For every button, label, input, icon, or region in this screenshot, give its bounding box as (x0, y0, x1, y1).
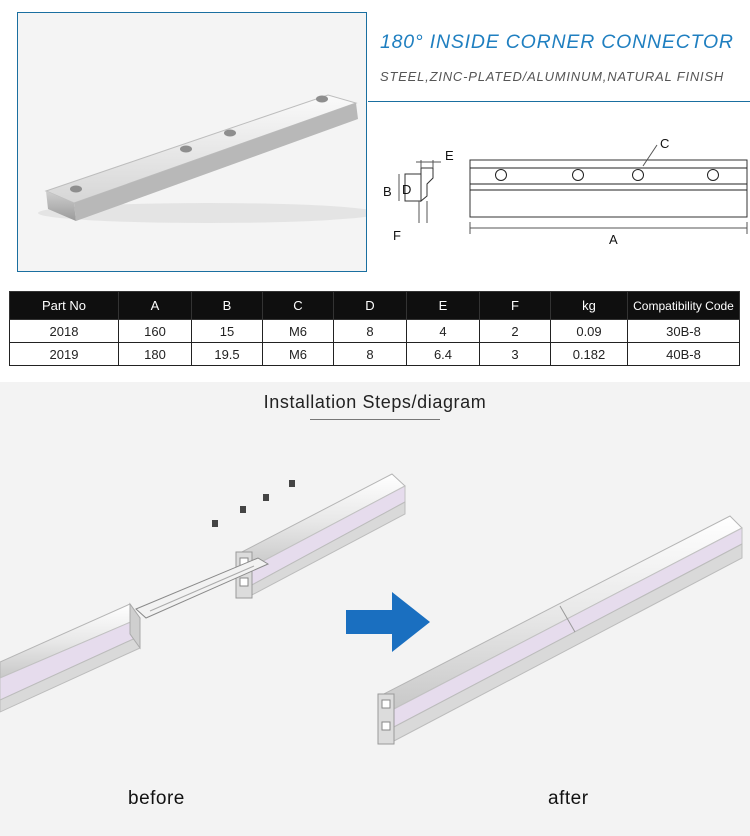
before-label: before (128, 788, 185, 809)
cell: 8 (334, 320, 407, 343)
cell: 2019 (10, 343, 119, 366)
cell: 3 (480, 343, 551, 366)
label-a: A (609, 232, 618, 247)
cell: 2 (480, 320, 551, 343)
col-c: C (263, 292, 334, 320)
col-d: D (334, 292, 407, 320)
label-c: C (660, 136, 670, 151)
arrow-right-icon (346, 592, 430, 652)
spec-table (9, 291, 740, 366)
profile-before-left (0, 604, 140, 712)
cell: 6.4 (407, 343, 480, 366)
label-f: F (393, 228, 401, 243)
col-kg: kg (551, 292, 628, 320)
cell: M6 (263, 320, 334, 343)
screw (212, 520, 218, 527)
cell: 2018 (10, 320, 119, 343)
product-photo (17, 12, 367, 272)
col-part-no: Part No (10, 292, 119, 320)
table-row (10, 320, 740, 343)
connector-bar-image (18, 13, 366, 271)
profile-before-right (236, 474, 405, 598)
cell: 40B-8 (628, 343, 740, 366)
after-label: after (548, 788, 589, 809)
table-header-row (10, 292, 740, 320)
cell: 0.182 (551, 343, 628, 366)
installation-illustration (0, 382, 750, 836)
cell: 4 (407, 320, 480, 343)
col-b: B (192, 292, 263, 320)
cell: 19.5 (192, 343, 263, 366)
cell: 160 (119, 320, 192, 343)
screw (240, 506, 246, 513)
product-title: 180° INSIDE CORNER CONNECTOR (380, 31, 734, 53)
col-e: E (407, 292, 480, 320)
cell: M6 (263, 343, 334, 366)
cell: 8 (334, 343, 407, 366)
cell: 30B-8 (628, 320, 740, 343)
label-d: D (402, 182, 412, 197)
product-material: STEEL,ZINC-PLATED/ALUMINUM,NATURAL FINISH (380, 69, 725, 84)
installation-section (0, 382, 750, 836)
installation-title: Installation Steps/diagram (263, 392, 487, 412)
col-a: A (119, 292, 192, 320)
label-e: E (445, 148, 454, 163)
technical-diagram (375, 128, 750, 248)
table-row (10, 343, 740, 366)
product-header (368, 12, 750, 102)
screw (263, 494, 269, 501)
cell: 15 (192, 320, 263, 343)
profile-after (378, 516, 742, 744)
header-divider (368, 101, 750, 102)
label-b: B (383, 184, 392, 199)
col-f: F (480, 292, 551, 320)
col-compatibility: Compatibility Code (628, 292, 740, 320)
cell: 180 (119, 343, 192, 366)
screw (289, 480, 295, 487)
cell: 0.09 (551, 320, 628, 343)
